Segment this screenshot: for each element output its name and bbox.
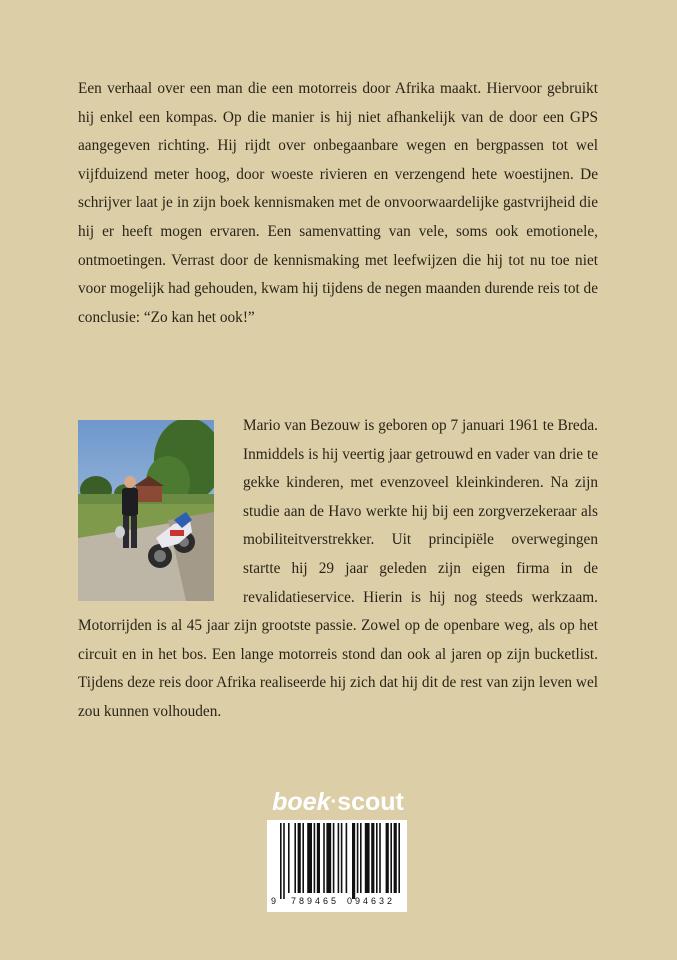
author-bio-text: Mario van Bezouw is geboren op 7 januari 1961 te Breda. Inmiddels is hij veertig jaar getrouwd en vader van drie te gekke kinderen, met evenzoveel kleinkinderen. Na zijn studie aan de Havo werkte hij bij een zorgverzekeraar als mobiliteitverstrekker. Uit principiële overwegingen startte hij 29 jaar geleden zijn eigen firma in de revalidatieservice. Hierin is hij nog steeds werkzaam. Motorrijden is al 45 jaar zijn grootste passie. Zowel op de openbare weg, als op het circuit en in het bos. Een lange motorreis stond dan ook al jaren op zijn bucketlist. Tijdens deze reis door Afrika realiseerde hij zich dat hij dit de rest van zijn leven wel zou kunnen volhouden. — [78, 417, 598, 720]
barcode-bar — [307, 823, 312, 893]
barcode-bar — [390, 823, 392, 893]
barcode-bar — [323, 823, 325, 893]
author-photo — [78, 420, 214, 601]
barcode-bar — [298, 823, 301, 893]
barcode-first-digit: 9 — [271, 896, 277, 906]
barcode-bar — [357, 823, 359, 893]
barcode-bar — [379, 823, 381, 893]
barcode-bar — [352, 823, 355, 899]
barcode-bar — [302, 823, 304, 893]
isbn-barcode — [267, 820, 407, 912]
barcode-bar — [294, 823, 296, 893]
barcode-group-2: 094632 — [347, 896, 396, 906]
barcode-bar — [341, 823, 343, 893]
barcode-bar — [371, 823, 374, 893]
barcode-bar — [283, 823, 285, 899]
logo-dot: · — [330, 791, 338, 813]
barcode-bars — [270, 823, 404, 901]
publisher-logo — [268, 788, 408, 817]
logo-part-scout: scout — [337, 788, 404, 816]
barcode-bar — [346, 823, 348, 893]
barcode-bar — [326, 823, 331, 893]
barcode-group-1: 789465 — [291, 896, 340, 906]
barcode-bar — [398, 823, 400, 893]
barcode-bar — [317, 823, 320, 893]
barcode-bar — [376, 823, 378, 893]
barcode-bar — [360, 823, 362, 893]
book-blurb: Een verhaal over een man die een motorreis door Afrika maakt. Hiervoor gebruikt hij enkel een kompas. Op die manier is hij niet afhankelijk van de door een GPS aangegeven richting. Hij rijdt over onbegaanbare wegen en bergpassen tot wel vijfduizend meter hoog, door woeste rivieren en verzengend hete woestijnen. De schrijver laat je in zijn boek kennismaken met de onvoorwaardelijke gastvrijheid die hij er heeft mogen ervaren. Een samenvatting van vele, soms ook emotionele, ontmoetingen. Verrast door de kennismaking met leefwijzen die hij tot nu toe niet voor mogelijk had gehouden, kwam hij tijdens de negen maanden durende reis tot de conclusie: “Zo kan het ook!” — [78, 80, 598, 326]
author-bio-section — [78, 412, 598, 727]
barcode-bar — [386, 823, 389, 893]
barcode-bar — [394, 823, 397, 893]
barcode-bar — [333, 823, 335, 893]
barcode-bar — [338, 823, 340, 893]
barcode-bar — [288, 823, 290, 893]
barcode-bar — [314, 823, 316, 893]
barcode-bar — [280, 823, 282, 899]
barcode-bar — [365, 823, 370, 893]
logo-part-boek: boek — [272, 788, 331, 816]
